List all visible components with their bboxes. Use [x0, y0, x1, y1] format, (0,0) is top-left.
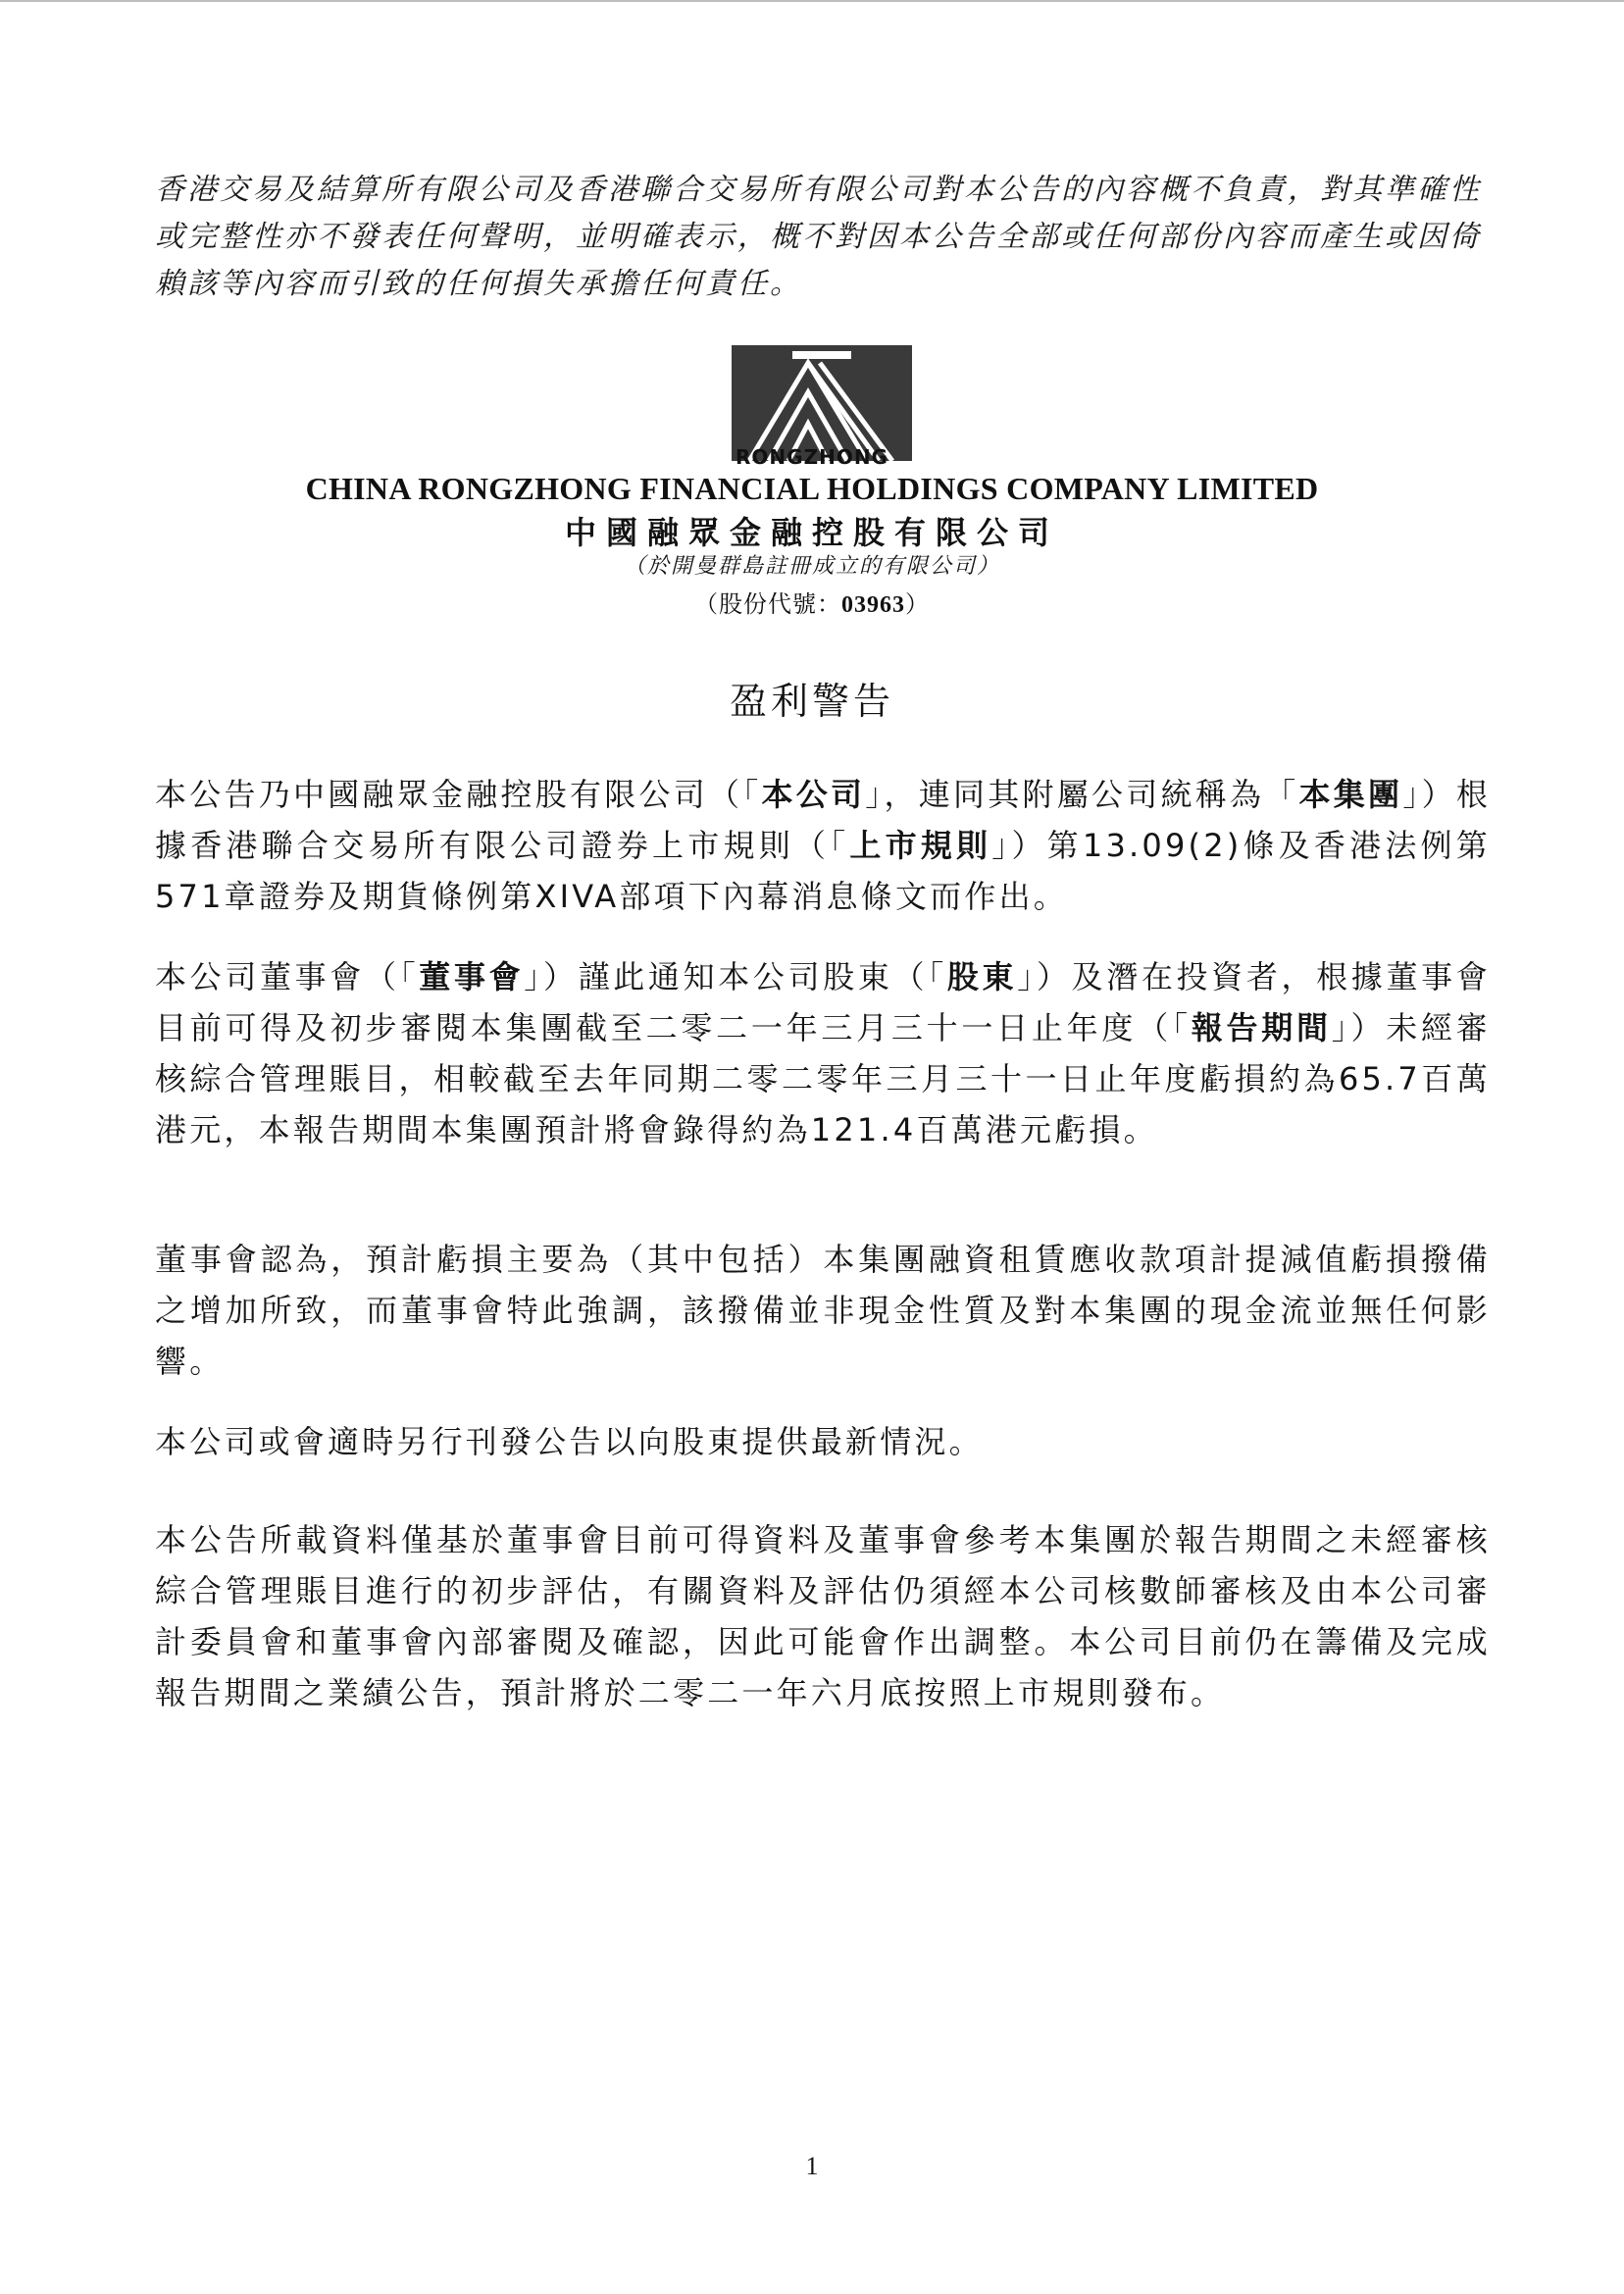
company-logo [732, 345, 912, 461]
text-run: 」）及潛在投資者，根據董事會目前可得及初步審閱本集團截至二零二一年三月三十一日止年度（「 [155, 958, 1491, 1046]
announcement-title: 盈利警告 [729, 680, 894, 723]
text-run: 」）第13.09(2)條及香港法例第571章證券及期貨條例第XIVA部項下內幕消息條文而作出。 [155, 827, 1491, 915]
stock-code-label: （股份代號： [694, 590, 841, 618]
incorporation-note: （於開曼群島註冊成立的有限公司） [623, 554, 1000, 579]
defined-term: 本集團 [1298, 776, 1403, 813]
paragraph-further-announcement: 本公司或會適時另行刊發公告以向股東提供最新情況。 [155, 1423, 984, 1460]
text-run: 」）根據香港聯合交易所有限公司證券上市規則（「 [155, 776, 1492, 864]
paragraph-loss-estimate [155, 951, 1491, 1155]
defined-term: 本公司 [761, 776, 866, 813]
logo-wordmark: RONGZHONG [736, 445, 888, 469]
text-run: 」，連同其附屬公司統稱為「 [865, 776, 1299, 813]
paragraph-loss-reason: 董事會認為，預計虧損主要為（其中包括）本集團融資租賃應收款項計提減值虧損撥備之增加所致，而董事會特此強調，該撥備並非現金性質及對本集團的現金流並無任何影響。 [155, 1241, 1491, 1380]
company-name-english: CHINA RONGZHONG FINANCIAL HOLDINGS COMPANY LIMITED [305, 471, 1319, 506]
defined-term: 董事會 [419, 958, 525, 995]
paragraph-preliminary-assessment: 本公告所載資料僅基於董事會目前可得資料及董事會參考本集團於報告期間之未經審核綜合管理賬目進行的初步評估，有關資料及評估仍須經本公司核數師審核及由本公司審計委員會和董事會內部審閱及確認，因此可能會作出調整。本公司目前仍在籌備及完成報告期間之業績公告，預計將於二零二一年六月底按照上市規則發布。 [155, 1521, 1491, 1711]
text-run: 」）未經審核綜合管理賬目，相較截至去年同期二零二零年三月三十一日止年度虧損約為65.7百萬港元，本報告期間本集團預計將會錄得約為121.4百萬港元虧損。 [155, 1009, 1491, 1148]
defined-term: 報告期間 [1191, 1009, 1332, 1046]
company-name-chinese: 中國融眾金融控股有限公司 [564, 514, 1059, 551]
page-top-border [0, 0, 1624, 2]
text-run: 本公告乃中國融眾金融控股有限公司（「 [155, 776, 762, 813]
defined-term: 股東 [946, 958, 1018, 995]
text-run: 本公司董事會（「 [155, 958, 420, 995]
exchange-disclaimer: 香港交易及結算所有限公司及香港聯合交易所有限公司對本公告的內容概不負責，對其準確性或完整性亦不發表任何聲明，並明確表示，概不對因本公告全部或任何部份內容而產生或因倚賴該等內容而引致的任何損失承擔任何責任。 [155, 173, 1482, 301]
stock-code-close: ） [905, 590, 930, 618]
stock-code-line [0, 585, 1624, 619]
stock-code: 03963 [841, 592, 905, 618]
paragraph-intro [155, 769, 1491, 922]
page-number: 1 [805, 2152, 819, 2180]
defined-term: 上市規則 [849, 827, 992, 864]
text-run: 」）謹此通知本公司股東（「 [524, 958, 947, 995]
